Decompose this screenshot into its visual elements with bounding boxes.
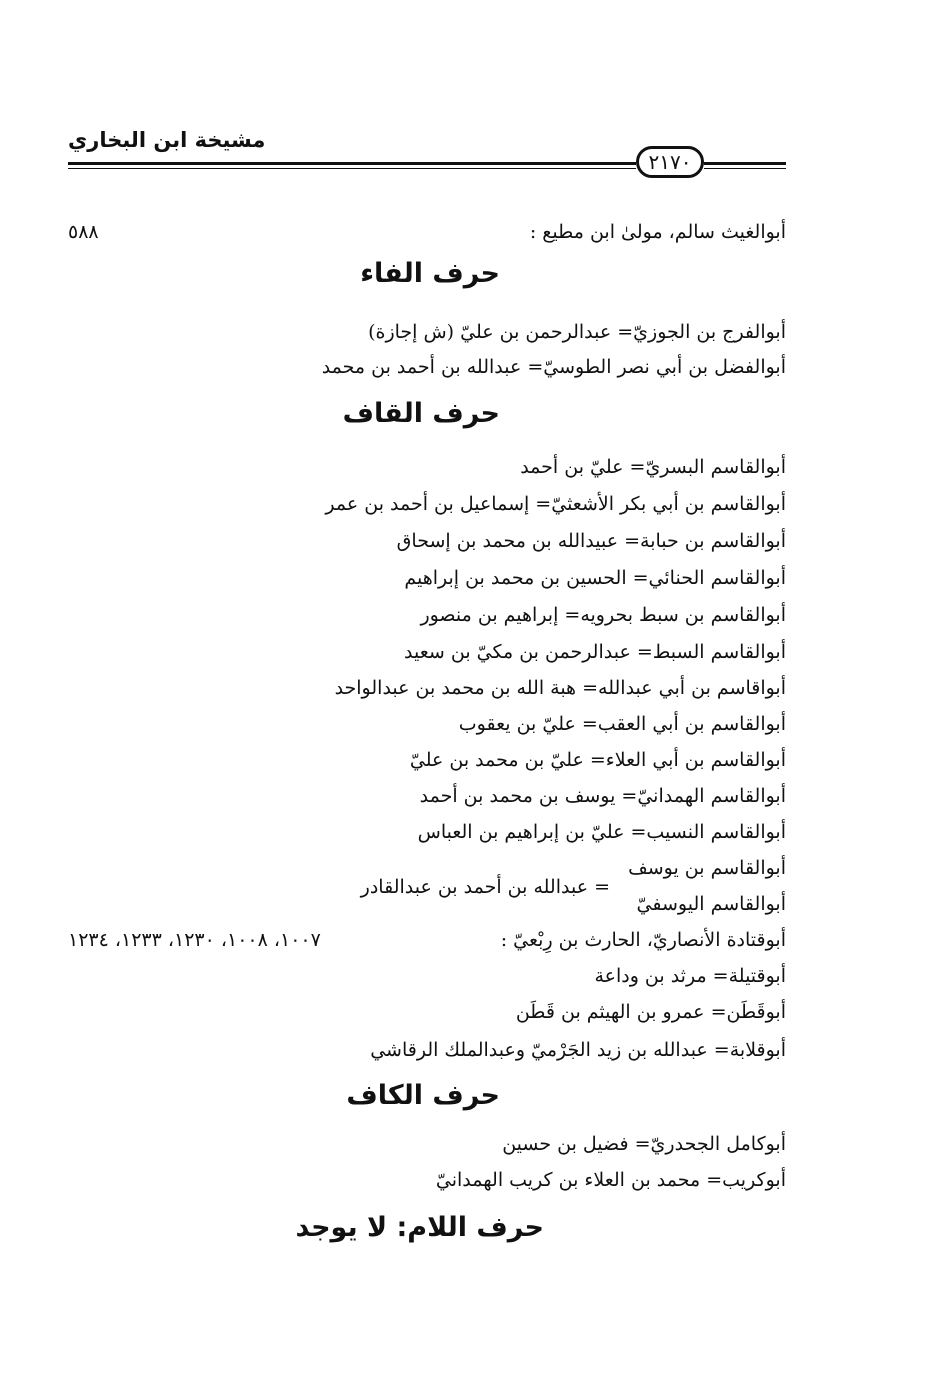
entry-line: أبوالقاسم بن أبي بكر الأشعثيّ= إسماعيل بن أحمد بن عمر	[325, 493, 786, 515]
entry-line: أبواقاسم بن أبي عبدالله= هبة الله بن محمد بن عبدالواحد	[334, 677, 786, 699]
grouped-target: = عبدالله بن أحمد بن عبدالقادر	[360, 876, 610, 898]
page-number: ٢١٧٠	[636, 146, 704, 178]
entry-line: أبوالقاسم بن أبي العقب= عليّ بن يعقوب	[458, 713, 786, 735]
header-rule-left-thick	[68, 162, 636, 165]
grouped-name: أبوالقاسم اليوسفيّ	[636, 893, 786, 915]
entry-line: أبوقلابة= عبدالله بن زيد الجَرْميّ وعبدالملك الرقاشي	[370, 1039, 786, 1061]
section-heading-qaf: حرف القاف	[342, 398, 500, 429]
entry-line: أبوقَطَن= عمرو بن الهيثم بن قَطَن	[515, 1001, 786, 1023]
entry-line: أبوالغيث سالم، مولىٰ ابن مطيع :	[529, 221, 786, 243]
entry-line: أبوالقاسم بن حبابة= عبيدالله بن محمد بن إسحاق	[396, 530, 786, 552]
entry-line: أبوالفرج بن الجوزيّ= عبدالرحمن بن عليّ (ش إجازة)	[368, 321, 786, 343]
entry-ref-number: ٥٨٨	[68, 221, 99, 243]
entry-line: أبوالفضل بن أبي نصر الطوسيّ= عبدالله بن أحمد بن محمد	[321, 356, 786, 378]
entry-line: أبوالقاسم الهمدانيّ= يوسف بن محمد بن أحمد	[419, 785, 786, 807]
entry-ref-numbers: ١٠٠٧، ١٠٠٨، ١٢٣٠، ١٢٣٣، ١٢٣٤	[68, 929, 321, 951]
entry-line: أبوالقاسم البسريّ= عليّ بن أحمد	[520, 456, 786, 478]
entry-line: أبوالقاسم السبط= عبدالرحمن بن مكيّ بن سعيد	[404, 641, 786, 663]
entry-line: أبوقتيلة= مرثد بن وداعة	[594, 965, 786, 987]
section-heading-lam: حرف اللام: لا يوجد	[295, 1212, 544, 1243]
entry-line: أبوكامل الجحدريّ= فضيل بن حسين	[502, 1133, 786, 1155]
entry-line: أبوالقاسم بن سبط بحرويه= إبراهيم بن منصور	[420, 604, 786, 626]
section-heading-fa: حرف الفاء	[360, 258, 500, 289]
entry-line: أبوكريب= محمد بن العلاء بن كريب الهمدانيّ	[435, 1169, 786, 1191]
section-heading-kaf: حرف الكاف	[346, 1080, 500, 1111]
grouped-name: أبوالقاسم بن يوسف	[628, 857, 786, 879]
entry-line: أبوالقاسم النسيب= عليّ بن إبراهيم بن العباس	[417, 821, 786, 843]
header-rule-right-thin	[704, 168, 786, 169]
header-rule-left-thin	[68, 168, 636, 169]
entry-line: أبوالقاسم بن أبي العلاء= عليّ بن محمد بن عليّ	[409, 749, 786, 771]
entry-line: أبوالقاسم الحنائي= الحسين بن محمد بن إبراهيم	[404, 567, 786, 589]
book-title: مشيخة ابن البخاري	[68, 128, 266, 152]
header-rule-right-thick	[704, 162, 786, 165]
entry-line: أبوقتادة الأنصاريّ، الحارث بن رِبْعيّ :	[500, 929, 786, 951]
